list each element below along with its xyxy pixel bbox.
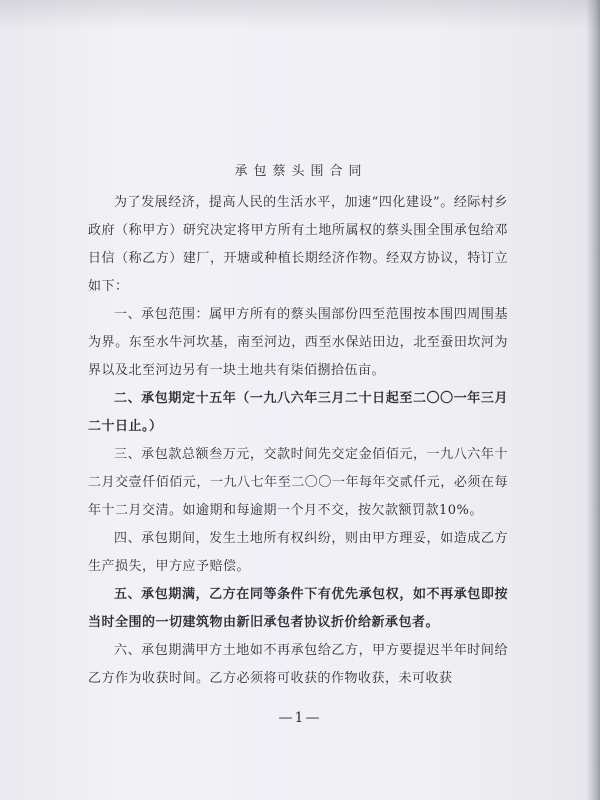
scan-shadow-top xyxy=(0,0,600,30)
paragraph-payment: 三、承包款总额叁万元，交款时间先交定金佰佰元，一九八六年十二月交壹仟佰佰元，一九八七年至二〇〇一年每年交贰仟元，必须在每年十二月交清。如逾期和每逾期一个月不交，按欠款额罚款10%。 xyxy=(88,447,508,518)
paragraph-scope: 一、承包范围：属甲方所有的蔡头围部份四至范围按本围四周围基为界。东至水牛河坎基，南至河边，西至水保站田边，北至蚕田坎河为界以及北至河边另有一块土地共有柒佰捌拾伍亩。 xyxy=(88,307,508,378)
page-number: —1— xyxy=(278,710,322,726)
paragraph-renewal: 五、承包期满，乙方在同等条件下有优先承包权，如不再承包即按当时全围的一切建筑物由新旧承包者协议折价给新承包者。 xyxy=(88,587,508,630)
paragraph-term: 二、承包期定十五年（一九八六年三月二十日起至二〇〇一年三月二十日止。） xyxy=(88,391,508,434)
document-title: 承包蔡头围合同 xyxy=(234,164,368,179)
paragraph-expiry: 六、承包期满甲方土地如不再承包给乙方，甲方要提迟半年时间给乙方作为收获时间。乙方必须将可收获的作物收获，未可收获 xyxy=(88,643,508,686)
document-body xyxy=(88,160,508,693)
paragraph-intro: 为了发展经济，提高人民的生活水平，加速“四化建设”。经际村乡政府（称甲方）研究决定将甲方所有土地所属权的蔡头围全围承包给邓日信（称乙方）建厂，开塘或种植长期经济作物。经双方协议，特订立如下： xyxy=(88,195,508,294)
paragraph-disputes: 四、承包期间，发生土地所有权纠纷，则由甲方理妥，如造成乙方生产损失，甲方应予赔偿。 xyxy=(88,531,508,574)
scan-shadow-right xyxy=(586,0,600,800)
